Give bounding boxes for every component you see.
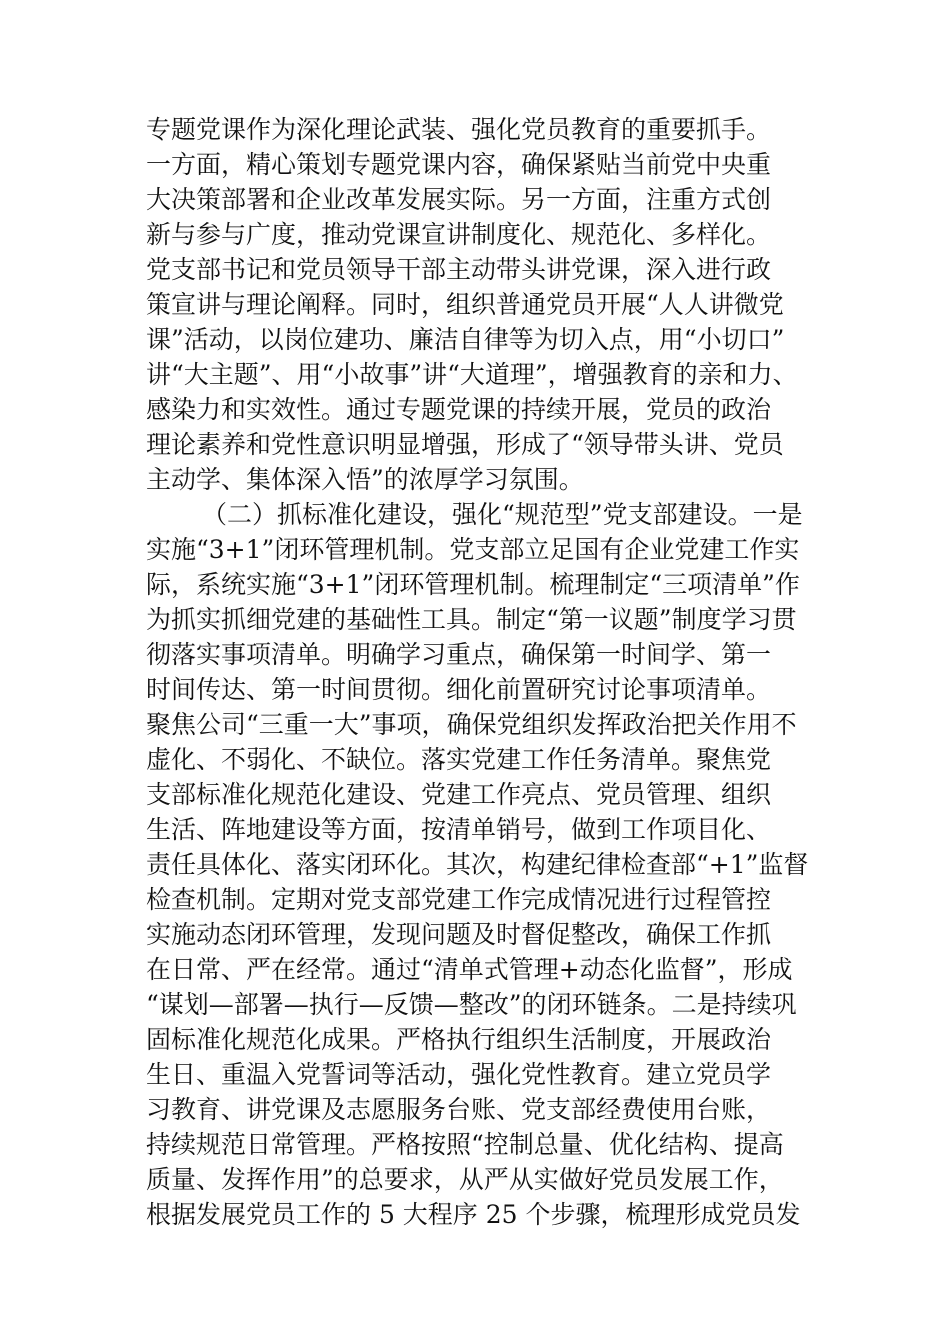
text-line: 大决策部署和企业改革发展实际。另一方面，注重方式创: [146, 185, 772, 214]
text-line: 在日常、严在经常。通过“清单式管理+动态化监督”，形成: [146, 955, 793, 984]
text-line: 际，系统实施“3+1”闭环管理机制。梳理制定“三项清单”作: [146, 570, 800, 599]
text-line: 理论素养和党性意识明显增强，形成了“领导带头讲、党员: [146, 430, 784, 459]
text-line: 课”活动，以岗位建功、廉洁自律等为切入点，用“小切口”: [146, 325, 785, 354]
text-line: 习教育、讲党课及志愿服务台账、党支部经费使用台账，: [146, 1095, 772, 1124]
text-line: 实施动态闭环管理，发现问题及时督促整改，确保工作抓: [146, 920, 772, 949]
section-heading-line: （二）抓标准化建设，强化“规范型”党支部建设。一是: [202, 500, 803, 529]
text-line: 支部标准化规范化建设、党建工作亮点、党员管理、组织: [146, 780, 772, 809]
text-line: 生日、重温入党誓词等活动，强化党性教育。建立党员学: [146, 1060, 772, 1089]
text-line: 专题党课作为深化理论武装、强化党员教育的重要抓手。: [146, 115, 772, 144]
text-line: 新与参与广度，推动党课宣讲制度化、规范化、多样化。: [146, 220, 772, 249]
text-line: 虚化、不弱化、不缺位。落实党建工作任务清单。聚焦党: [146, 745, 772, 774]
text-line: 时间传达、第一时间贯彻。细化前置研究讨论事项清单。: [146, 675, 772, 704]
text-line: 根据发展党员工作的 5 大程序 25 个步骤，梳理形成党员发: [146, 1200, 801, 1229]
text-line: 检查机制。定期对党支部党建工作完成情况进行过程管控: [146, 885, 772, 914]
text-line: 策宣讲与理论阐释。同时，组织普通党员开展“人人讲微党: [146, 290, 784, 319]
text-line: 党支部书记和党员领导干部主动带头讲党课，深入进行政: [146, 255, 772, 284]
text-line: 实施“3+1”闭环管理机制。党支部立足国有企业党建工作实: [146, 535, 800, 564]
text-line: 质量、发挥作用”的总要求，从严从实做好党员发展工作，: [146, 1165, 784, 1194]
text-line: 为抓实抓细党建的基础性工具。制定“第一议题”制度学习贯: [146, 605, 797, 634]
text-line: 主动学、集体深入悟”的浓厚学习氛围。: [146, 465, 584, 494]
text-line: 讲“大主题”、用“小故事”讲“大道理”，增强教育的亲和力、: [146, 360, 798, 389]
text-line: 一方面，精心策划专题党课内容，确保紧贴当前党中央重: [146, 150, 772, 179]
body-text: [146, 112, 808, 1232]
text-line: “谋划—部署—执行—反馈—整改”的闭环链条。二是持续巩: [146, 990, 797, 1019]
text-line: 生活、阵地建设等方面，按清单销号，做到工作项目化、: [146, 815, 772, 844]
text-line: 责任具体化、落实闭环化。其次，构建纪律检查部“+1”监督: [146, 850, 808, 879]
text-line: 固标准化规范化成果。严格执行组织生活制度，开展政治: [146, 1025, 772, 1054]
text-line: 持续规范日常管理。严格按照“控制总量、优化结构、提高: [146, 1130, 784, 1159]
text-line: 感染力和实效性。通过专题党课的持续开展，党员的政治: [146, 395, 772, 424]
text-line: 彻落实事项清单。明确学习重点，确保第一时间学、第一: [146, 640, 772, 669]
text-line: 聚焦公司“三重一大”事项，确保党组织发挥政治把关作用不: [146, 710, 797, 739]
